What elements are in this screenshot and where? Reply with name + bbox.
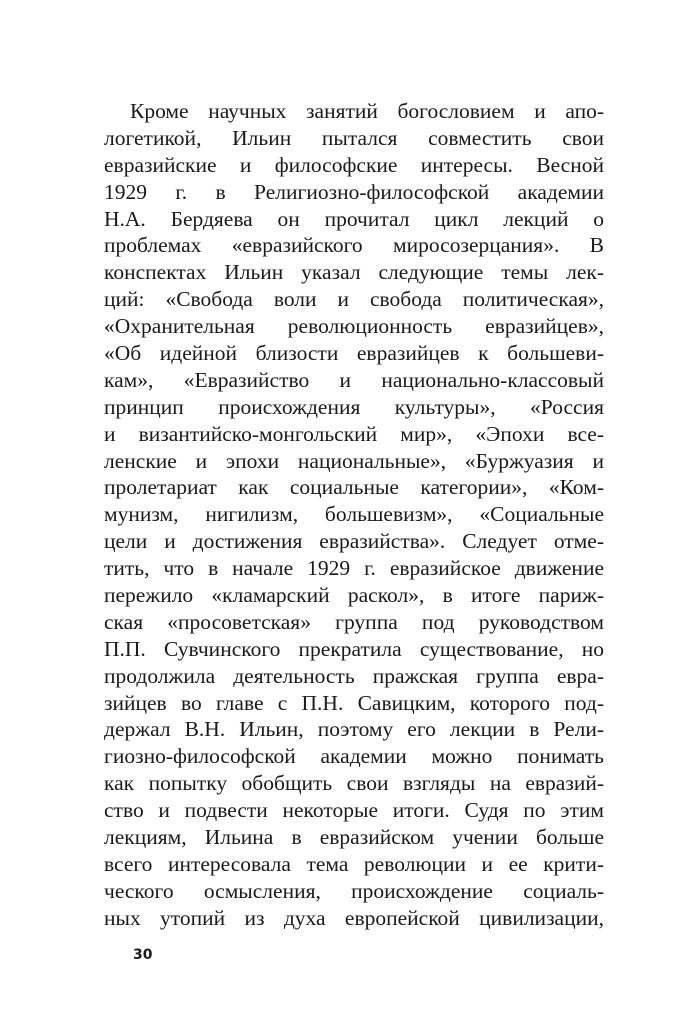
text-line: пережило «кламарский раскол», в итоге париж- [104, 583, 604, 608]
text-line: принцип происхождения культуры», «Россия [104, 394, 604, 419]
text-line: и византийско-монгольский мир», «Эпохи все- [104, 421, 604, 446]
text-line: зийцев во главе с П.Н. Савицким, которого под- [104, 690, 604, 715]
text-line: ленские и эпохи национальные», «Буржуазия и [104, 448, 604, 473]
text-line: ская «просоветская» группа под руководством [104, 609, 604, 634]
text-line: логетикой, Ильин пытался совместить свои [104, 125, 604, 150]
text-line: гиозно-философской академии можно понимать [104, 744, 604, 769]
text-line: всего интересовала тема революции и ее крити- [104, 851, 604, 876]
text-line: ство и подвести некоторые итоги. Судя по этим [104, 798, 604, 823]
body-paragraph [104, 98, 604, 932]
text-line: ций: «Свобода воли и свобода политическая», [104, 287, 604, 312]
text-line: «Охранительная революционность евразийцев», [104, 314, 604, 339]
text-line: евразийские и философские интересы. Весной [104, 152, 604, 177]
text-line: проблемах «евразийского миросозерцания». В [104, 233, 604, 258]
text-line: продолжила деятельность пражская группа евра- [104, 663, 604, 688]
text-line: как попытку обобщить свои взгляды на евразий- [104, 771, 604, 796]
text-line: «Об идейной близости евразийцев к большеви- [104, 341, 604, 366]
text-line: ческого осмысления, происхождение социаль- [104, 878, 604, 903]
text-line: лекциям, Ильина в евразийском учении больше [104, 825, 604, 850]
text-line: 1929 г. в Религиозно-философской академии [104, 179, 604, 204]
text-line: конспектах Ильин указал следующие темы лек- [104, 260, 604, 285]
text-line: Кроме научных занятий богословием и апо- [130, 99, 604, 123]
text-line: Н.А. Бердяева он прочитал цикл лекций о [104, 206, 604, 231]
text-line: тить, что в начале 1929 г. евразийское движение [104, 556, 604, 581]
text-line: мунизм, нигилизм, большевизм», «Социальные [104, 502, 604, 527]
text-line: держал В.Н. Ильин, поэтому его лекции в Рели- [104, 717, 604, 742]
text-line: цели и достижения евразийства». Следует отме- [104, 529, 604, 554]
text-line: пролетариат как социальные категории», «Ком- [104, 475, 604, 500]
page-number: 30 [133, 947, 153, 963]
text-line: кам», «Евразийство и национально-классовый [104, 367, 604, 392]
text-line: ных утопий из духа европейской цивилизации, [104, 905, 604, 930]
text-line: П.П. Сувчинского прекратила существование, но [104, 636, 604, 661]
